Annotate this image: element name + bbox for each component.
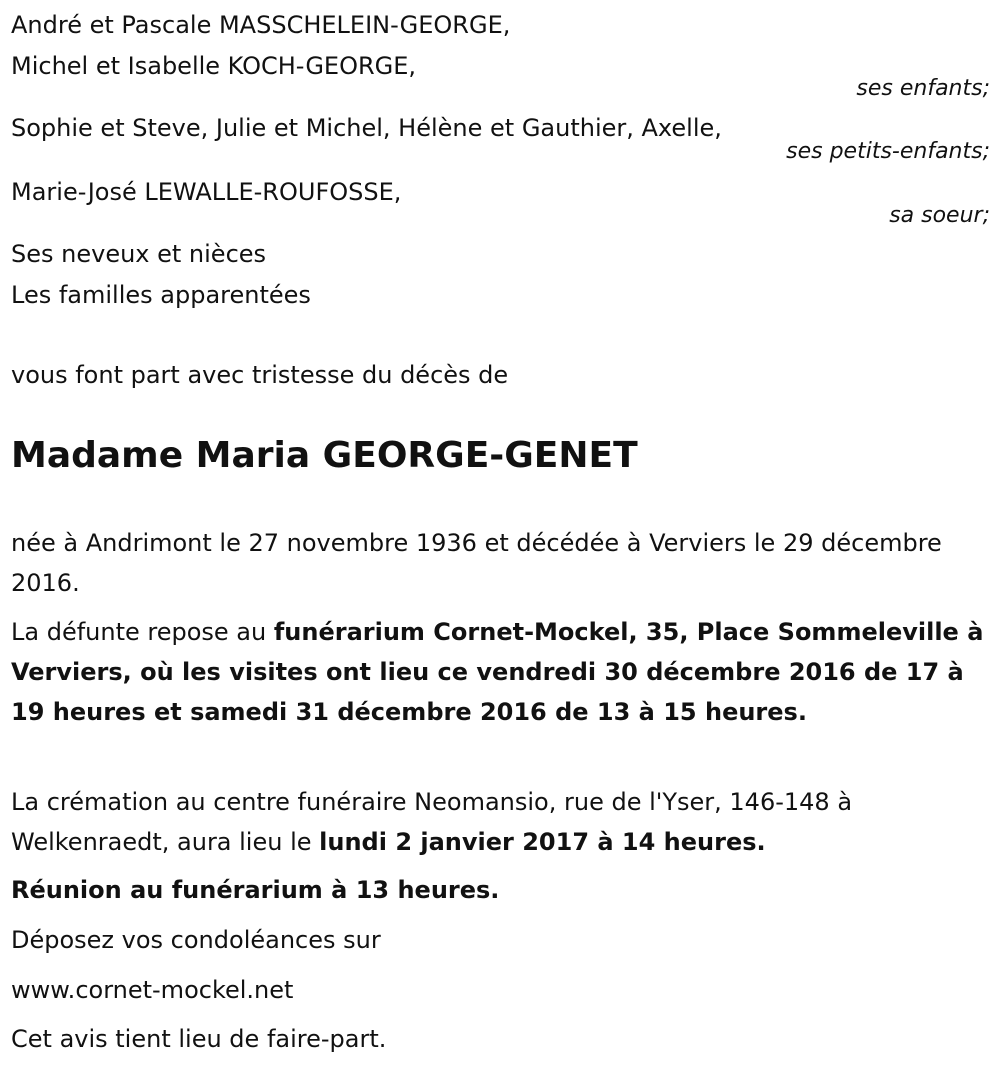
condolences-text: Déposez vos condoléances sur [11, 926, 381, 954]
grandchildren-role: ses petits-enfants; [786, 139, 990, 164]
repose-details: funérarium Cornet-Mockel, 35, Place Sommeleville à Verviers, où les visites ont lieu ce vendredi 30 décembre 2016 de 17 à 19 heures et samedi 31 décembre 2016 de 13 à 15 heures. [11, 618, 984, 726]
grandchildren-line: Sophie et Steve, Julie et Michel, Hélène et Gauthier, Axelle, [11, 114, 722, 142]
children-line-1: André et Pascale MASSCHELEIN-GEORGE, [11, 11, 511, 39]
website-link[interactable]: www.cornet-mockel.net [11, 976, 294, 1004]
sister-role: sa soeur; [889, 203, 990, 228]
meeting-text: Réunion au funérarium à 13 heures. [11, 876, 500, 904]
repose-intro: La défunte repose au [11, 618, 274, 646]
children-line-2: Michel et Isabelle KOCH-GEORGE, [11, 52, 417, 80]
closing-text: Cet avis tient lieu de faire-part. [11, 1025, 387, 1053]
birth-death-paragraph: née à Andrimont le 27 novembre 1936 et décédée à Verviers le 29 décembre 2016. [11, 529, 942, 597]
deceased-name: Madame Maria GEORGE-GENET [11, 435, 638, 476]
announcement-text: vous font part avec tristesse du décès de [11, 361, 509, 389]
repose-paragraph [11, 612, 986, 732]
cremation-paragraph [11, 782, 986, 862]
sister-line: Marie-José LEWALLE-ROUFOSSE, [11, 178, 402, 206]
relatives-line: Les familles apparentées [11, 281, 311, 309]
children-role: ses enfants; [856, 76, 990, 101]
cremation-date: lundi 2 janvier 2017 à 14 heures. [319, 828, 766, 856]
cremation-intro: La crémation au centre funéraire Neomansio, rue de l'Yser, 146-148 à Welkenraedt, aura lieu le [11, 788, 853, 856]
nephews-line: Ses neveux et nièces [11, 240, 267, 268]
